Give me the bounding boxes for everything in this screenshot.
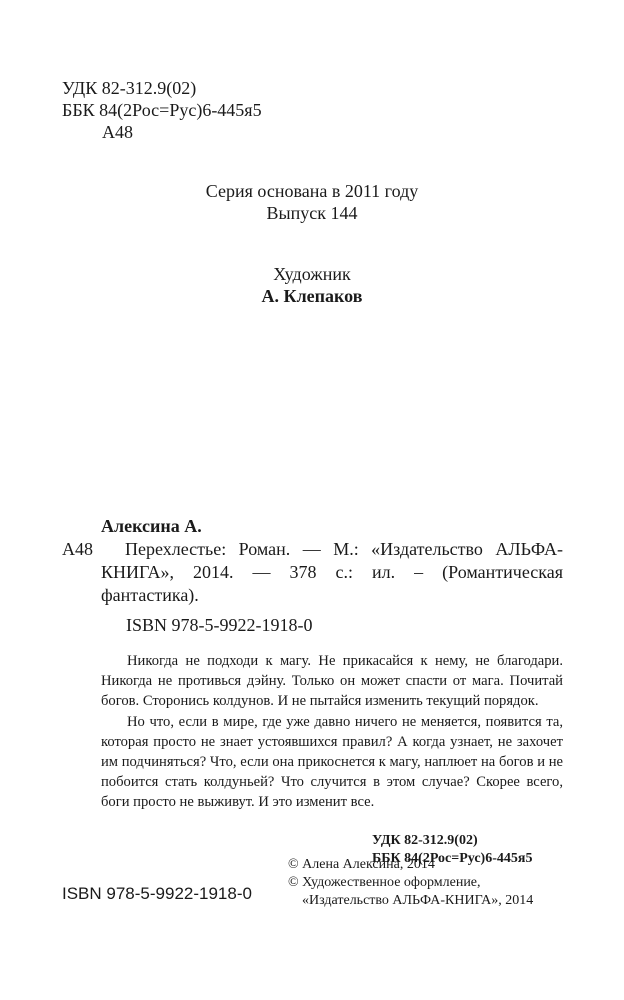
series-block bbox=[0, 180, 624, 224]
bib-description: Перехлестье: Роман. — М.: «Издательство АЛЬФА-КНИГА», 2014. — 378 с.: ил. – (Романтическая фантастика). bbox=[101, 539, 563, 605]
copyright-block bbox=[288, 856, 533, 910]
footer-isbn: ISBN 978-5-9922-1918-0 bbox=[62, 884, 252, 903]
annotation-paragraph-2: Но что, если в мире, где уже давно ничего не меняется, появится та, которая просто не знает устоявшихся правил? А когда узнает, не захочет им подчиняться? Что, если она прикоснется к магу, наплюет на богов и не побоится стать колдуньей? Что случится в этом случае? Скорее всего, боги просто не выживут. И это изменит все. bbox=[101, 713, 563, 811]
header-bbk: ББК 84(2Рос=Рус)6-445я5 bbox=[62, 100, 262, 120]
bib-author: Алексина А. bbox=[101, 516, 202, 536]
bib-isbn: ISBN 978-5-9922-1918-0 bbox=[126, 615, 313, 635]
series-founded: Серия основана в 2011 году bbox=[205, 181, 419, 201]
bib-mark: А48 bbox=[62, 539, 93, 559]
annotation bbox=[101, 651, 563, 813]
annotation-paragraph-1: Никогда не подходи к магу. Не прикасайся к нему, не благодари. Никогда не противься дэйну. Только он может спасти от мага. Почитай богов. Сторонись колдунов. И не пытайся изменить текущий порядок. bbox=[101, 653, 563, 710]
footer-bbk: ББК 84(2Рос=Рус)6-445я5 bbox=[372, 851, 533, 866]
header-codes bbox=[62, 77, 262, 143]
header-author-mark: А48 bbox=[102, 122, 133, 142]
header-udk: УДК 82-312.9(02) bbox=[62, 78, 197, 98]
illustrator-name: А. Клепаков bbox=[261, 286, 363, 306]
illustrator-role: Художник bbox=[273, 264, 351, 284]
illustrator-block bbox=[0, 263, 624, 307]
footer-udk: УДК 82-312.9(02) bbox=[372, 833, 478, 848]
copyright-design: © Художественное оформление, bbox=[288, 875, 481, 890]
series-issue: Выпуск 144 bbox=[266, 203, 358, 223]
copyright-author: © Алена Алексина, 2014 bbox=[288, 857, 435, 872]
copyright-publisher: «Издательство АЛЬФА-КНИГА», 2014 bbox=[302, 893, 534, 908]
